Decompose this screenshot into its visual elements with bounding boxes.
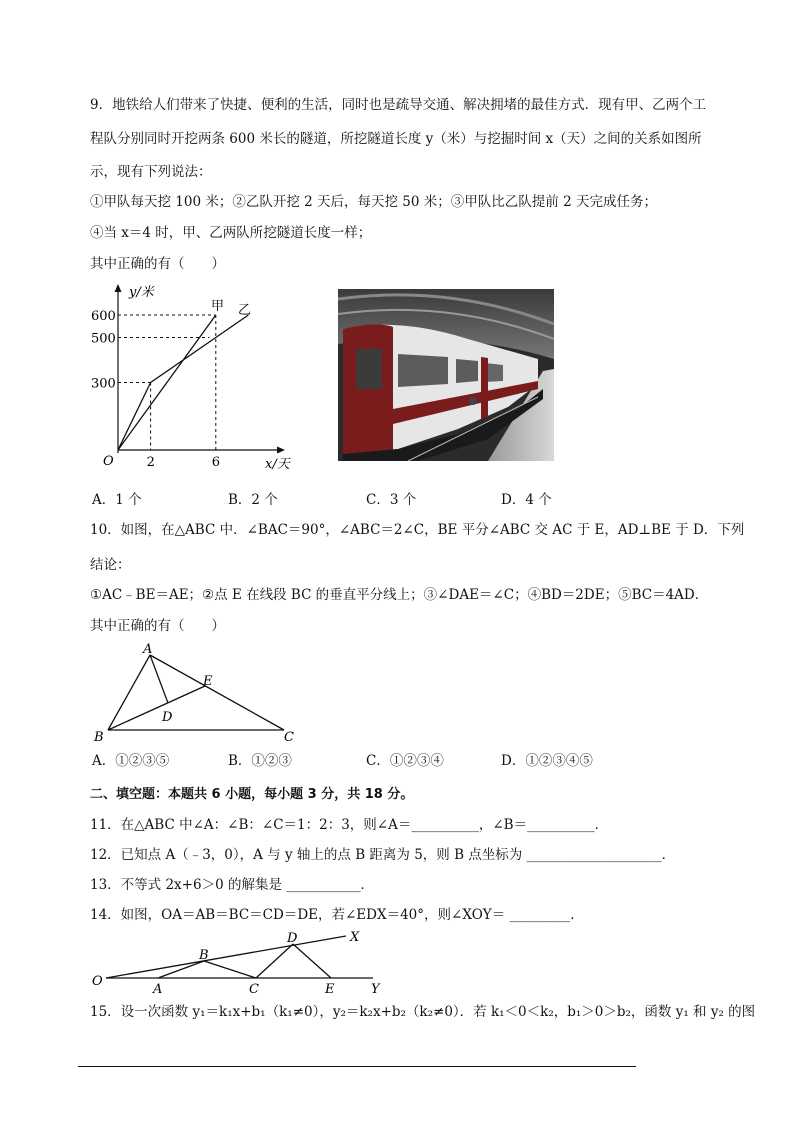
section-2-heading: 二、填空题：本题共 6 小题，每小题 3 分，共 18 分。 <box>90 787 414 802</box>
q13: 13．不等式 2x+6＞0 的解集是 ___________． <box>90 877 374 893</box>
q14: 14．如图，OA＝AB＝BC＝CD＝DE，若∠EDX＝40°，则∠XOY＝ _________． <box>90 907 584 923</box>
label-b: B <box>94 730 104 745</box>
q9-option-a[interactable]: A．1 个 <box>92 492 142 508</box>
q9-line-5: ④当 x＝4 时，甲、乙两队所挖隧道长度一样； <box>90 225 372 241</box>
label-b: B <box>199 948 209 963</box>
q10-line-3: ①AC﹣BE＝AE；②点 E 在线段 BC 的垂直平分线上；③∠DAE＝∠C；④BD＝2DE；⑤BC＝4AD． <box>90 587 709 603</box>
label-d: D <box>287 931 298 946</box>
footer-rule <box>78 1066 636 1067</box>
series-label-jia: 甲 <box>211 299 225 314</box>
q10-option-d[interactable]: D．①②③④⑤ <box>501 753 593 769</box>
q10-triangle-figure <box>88 640 303 750</box>
label-e: E <box>325 982 335 997</box>
segment-ad <box>150 655 168 703</box>
q9-option-c[interactable]: C．3 个 <box>366 492 417 508</box>
q10-line-1: 10．如图，在△ABC 中．∠BAC＝90°，∠ABC＝2∠C，BE 平分∠ABC 交 AC 于 E，AD⊥BE 于 D．下列 <box>90 522 745 538</box>
subway-photo <box>338 289 554 461</box>
x-axis-label: x/天 <box>265 457 290 472</box>
label-d: D <box>162 710 173 725</box>
y-tick-label-600: 600 <box>91 309 116 324</box>
y-tick-label-500: 500 <box>91 331 116 347</box>
q10-option-b[interactable]: B．①②③ <box>228 753 292 769</box>
label-y: Y <box>371 982 380 997</box>
q15: 15．设一次函数 y₁＝k₁x+b₁（k₁≠0），y₂＝k₂x+b₂（k₂≠0）．若 k₁＜0＜k₂，b₁＞0＞b₂，函数 y₁ 和 y₂ 的图 <box>90 1004 756 1020</box>
segment-ab <box>158 961 204 978</box>
segment-de <box>293 944 331 978</box>
label-a: A <box>153 982 163 997</box>
q9-line-4: ①甲队每天挖 100 米；②乙队开挖 2 天后，每天挖 50 米；③甲队比乙队提前 2 天完成任务； <box>90 194 657 210</box>
x-axis-arrow <box>277 447 285 454</box>
label-a: A <box>143 642 153 657</box>
label-x: X <box>350 930 360 945</box>
q10-line-4: 其中正确的有（ ） <box>90 618 225 634</box>
y-axis-label: y/米 <box>129 285 154 300</box>
q12: 12．已知点 A（﹣3，0），A 与 y 轴上的点 B 距离为 5，则 B 点坐标为 ____________________． <box>90 847 676 863</box>
x-tick-label-2: 2 <box>146 455 155 470</box>
q10-option-c[interactable]: C．①②③④ <box>366 753 444 769</box>
segment-ab <box>108 655 150 730</box>
y-tick-label-300: 300 <box>91 376 116 392</box>
q10-line-2: 结论： <box>90 557 131 573</box>
q9-line-3: 示，现有下列说法： <box>90 164 212 180</box>
label-e: E <box>203 674 213 689</box>
q11: 11．在△ABC 中∠A：∠B：∠C＝1：2：3，则∠A＝__________，∠B＝__________． <box>90 817 609 833</box>
segment-bc <box>204 961 256 978</box>
q9-option-b[interactable]: B．2 个 <box>228 492 278 508</box>
q9-line-6: 其中正确的有（ ） <box>90 256 225 272</box>
q10-option-a[interactable]: A．①②③⑤ <box>92 753 170 769</box>
y-axis-arrow <box>115 284 122 292</box>
origin-label: O <box>103 454 114 469</box>
segment-be <box>108 686 205 730</box>
label-c: C <box>249 982 259 997</box>
q9-option-d[interactable]: D．4 个 <box>501 492 552 508</box>
q9-line-2: 程队分别同时开挖两条 600 米长的隧道，所挖隧道长度 y（米）与挖掘时间 x（天）之间的关系如图所 <box>90 131 702 147</box>
q14-angle-figure <box>88 926 388 998</box>
ray-ox <box>106 936 346 978</box>
label-c: C <box>284 730 294 745</box>
q9-graph <box>85 280 310 472</box>
q9-line-1: 9．地铁给人们带来了快捷、便利的生活，同时也是疏导交通、解决拥堵的最佳方式．现有甲、乙两个工 <box>90 97 707 113</box>
label-o: O <box>92 974 103 989</box>
series-label-yi: 乙 <box>238 303 252 318</box>
x-tick-label-6: 6 <box>211 455 221 470</box>
